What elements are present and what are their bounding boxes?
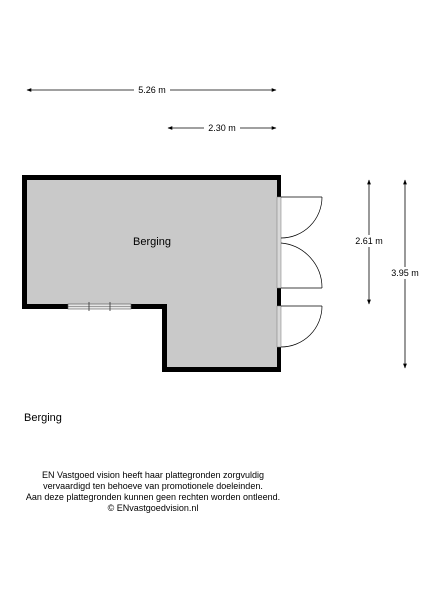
disclaimer-line-2: vervaardigd ten behoeve van promotionele doeleinden. xyxy=(43,481,263,491)
double-door xyxy=(281,197,322,288)
room-floor xyxy=(25,178,278,368)
single-door xyxy=(281,306,322,347)
disclaimer xyxy=(0,470,306,514)
room-label-berging: Berging xyxy=(133,236,171,248)
dimension-partial-width-label: 2.30 m xyxy=(208,123,236,133)
dimension-total-width-label: 5.26 m xyxy=(138,85,166,95)
door-openings xyxy=(277,197,281,347)
disclaimer-line-3: Aan deze plattegronden kunnen geen rechten worden ontleend. xyxy=(25,492,281,502)
disclaimer-line-4: © ENvastgoedvision.nl xyxy=(107,503,199,513)
dimension-total-height-label: 3.95 m xyxy=(391,268,419,278)
dimension-total-width xyxy=(27,84,276,96)
disclaimer-line-1: EN Vastgoed vision heeft haar plattegronden zorgvuldig xyxy=(42,470,264,480)
dimension-partial-width xyxy=(168,122,276,134)
dimension-partial-height xyxy=(351,180,387,304)
floor-title: Berging xyxy=(24,412,62,424)
dimension-total-height xyxy=(387,180,425,368)
dimension-partial-height-label: 2.61 m xyxy=(355,236,383,246)
